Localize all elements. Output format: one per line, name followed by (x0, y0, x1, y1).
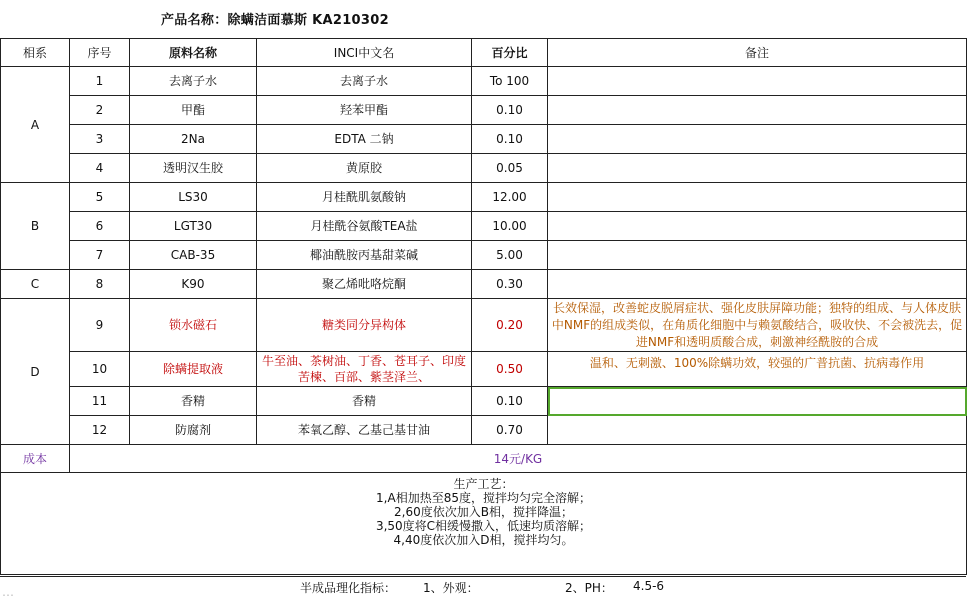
table-row (1, 154, 967, 183)
inci-cell[interactable]: EDTA 二钠 (257, 125, 472, 154)
note-cell[interactable] (548, 183, 967, 212)
header-phase[interactable]: 相系 (1, 39, 70, 67)
percent-cell[interactable]: 12.00 (472, 183, 548, 212)
note-cell[interactable] (548, 416, 967, 445)
percent-cell[interactable]: 0.10 (472, 125, 548, 154)
phase-cell-b[interactable]: B (1, 183, 70, 270)
seq-cell[interactable]: 4 (70, 154, 130, 183)
appearance-label: 1、外观： (423, 581, 479, 595)
table-row (1, 67, 967, 96)
process-step: 2,60度依次加入B相，搅拌降温； (394, 505, 573, 519)
cost-value[interactable]: 14元/KG (70, 445, 967, 473)
process-row (1, 473, 967, 575)
percent-cell[interactable]: 10.00 (472, 212, 548, 241)
spec-footer (0, 576, 966, 595)
percent-cell[interactable]: 0.10 (472, 96, 548, 125)
process-step: 1,A相加热至85度，搅拌均匀完全溶解； (376, 491, 591, 505)
cost-label[interactable]: 成本 (1, 445, 70, 473)
inci-cell[interactable]: 聚乙烯吡咯烷酮 (257, 270, 472, 299)
percent-cell[interactable]: 0.10 (472, 387, 548, 416)
table-row (1, 125, 967, 154)
percent-cell[interactable]: 0.30 (472, 270, 548, 299)
percent-cell[interactable]: 0.20 (472, 299, 548, 352)
seq-cell[interactable]: 6 (70, 212, 130, 241)
seq-cell[interactable]: 3 (70, 125, 130, 154)
raw-cell[interactable]: 除螨提取液 (130, 352, 257, 387)
inci-cell[interactable]: 月桂酰谷氨酸TEA盐 (257, 212, 472, 241)
raw-cell[interactable]: 透明汉生胶 (130, 154, 257, 183)
table-row (1, 270, 967, 299)
phase-cell-a[interactable]: A (1, 67, 70, 183)
inci-cell[interactable]: 月桂酰肌氨酸钠 (257, 183, 472, 212)
raw-cell[interactable]: LGT30 (130, 212, 257, 241)
note-cell[interactable] (548, 67, 967, 96)
note-cell[interactable] (548, 270, 967, 299)
percent-cell[interactable]: To 100 (472, 67, 548, 96)
formula-table (0, 38, 967, 575)
process-title: 生产工艺： (453, 477, 514, 491)
inci-cell[interactable]: 黄原胶 (257, 154, 472, 183)
inci-cell[interactable]: 牛至油、茶树油、丁香、苍耳子、印度苦楝、百部、紫茎泽兰、 (257, 352, 472, 387)
process-cell[interactable] (1, 473, 967, 575)
inci-cell[interactable]: 羟苯甲酯 (257, 96, 472, 125)
header-inci[interactable]: INCI中文名 (257, 39, 472, 67)
seq-cell[interactable]: 5 (70, 183, 130, 212)
table-row (1, 183, 967, 212)
product-title: 产品名称：除螨洁面慕斯 KA210302 (161, 13, 389, 28)
process-step: 3,50度将C相缓慢撒入，低速均质溶解； (375, 519, 592, 533)
table-row (1, 212, 967, 241)
note-cell[interactable] (548, 125, 967, 154)
table-row (1, 96, 967, 125)
selected-note-cell[interactable] (548, 387, 967, 416)
table-row (1, 241, 967, 270)
raw-cell[interactable]: 去离子水 (130, 67, 257, 96)
inci-cell[interactable]: 糖类同分异构体 (257, 299, 472, 352)
header-note[interactable]: 备注 (548, 39, 967, 67)
header-percent[interactable]: 百分比 (472, 39, 548, 67)
raw-cell[interactable]: CAB-35 (130, 241, 257, 270)
phase-cell-d[interactable]: D (1, 299, 70, 445)
note-cell[interactable] (548, 241, 967, 270)
cost-row (1, 445, 967, 473)
percent-cell[interactable]: 0.05 (472, 154, 548, 183)
note-cell[interactable]: 温和、无刺激、100%除螨功效，较强的广普抗菌、抗病毒作用 (548, 352, 967, 387)
header-row (1, 39, 967, 67)
process-step: 4,40度依次加入D相，搅拌均匀。 (393, 533, 574, 547)
phase-cell-c[interactable]: C (1, 270, 70, 299)
raw-cell[interactable]: 2Na (130, 125, 257, 154)
raw-cell[interactable]: 锁水磁石 (130, 299, 257, 352)
seq-cell[interactable]: 10 (70, 352, 130, 387)
percent-cell[interactable]: 5.00 (472, 241, 548, 270)
note-cell[interactable] (548, 154, 967, 183)
header-seq[interactable]: 序号 (70, 39, 130, 67)
inci-cell[interactable]: 香精 (257, 387, 472, 416)
table-row (1, 299, 967, 352)
raw-cell[interactable]: K90 (130, 270, 257, 299)
seq-cell[interactable]: 8 (70, 270, 130, 299)
inci-cell[interactable]: 椰油酰胺丙基甜菜碱 (257, 241, 472, 270)
raw-cell[interactable]: 防腐剂 (130, 416, 257, 445)
inci-cell[interactable]: 苯氧乙醇、乙基己基甘油 (257, 416, 472, 445)
percent-cell[interactable]: 0.70 (472, 416, 548, 445)
note-cell[interactable]: 长效保湿，改善蛇皮脱屑症状、强化皮肤屏障功能；独特的组成、与人体皮肤中NMF的组成类似，在角质化细胞中与赖氨酸结合，吸收快、不会被洗去，促进NMF和透明质酸合成，刺激神经酰胺的合成 (548, 299, 967, 352)
table-row (1, 416, 967, 445)
ph-value: 4.5-6 (633, 579, 665, 593)
seq-cell[interactable]: 7 (70, 241, 130, 270)
raw-cell[interactable]: 香精 (130, 387, 257, 416)
seq-cell[interactable]: 2 (70, 96, 130, 125)
seq-cell[interactable]: 1 (70, 67, 130, 96)
note-cell[interactable] (548, 96, 967, 125)
percent-cell[interactable]: 0.50 (472, 352, 548, 387)
note-cell[interactable] (548, 212, 967, 241)
seq-cell[interactable]: 12 (70, 416, 130, 445)
spec-label: 半成品理化指标： (300, 581, 397, 595)
seq-cell[interactable]: 9 (70, 299, 130, 352)
raw-cell[interactable]: 甲酯 (130, 96, 257, 125)
ph-label: 2、PH： (565, 581, 613, 595)
seq-cell[interactable]: 11 (70, 387, 130, 416)
truncated-row-marker: ˙˙˙ (2, 594, 14, 603)
table-row (1, 387, 967, 416)
inci-cell[interactable]: 去离子水 (257, 67, 472, 96)
raw-cell[interactable]: LS30 (130, 183, 257, 212)
table-row (1, 352, 967, 387)
header-raw-material[interactable]: 原料名称 (130, 39, 257, 67)
